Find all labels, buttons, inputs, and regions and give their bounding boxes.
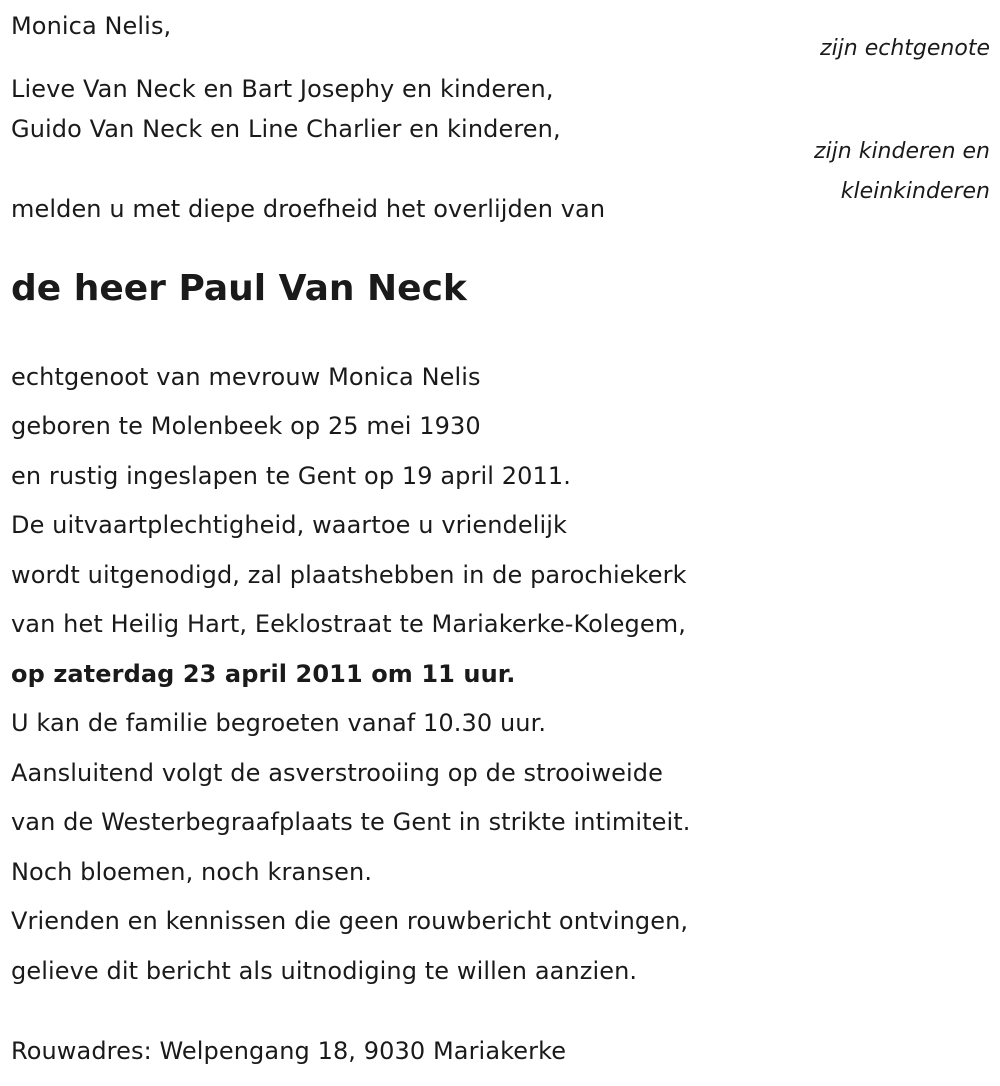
body-line-11: Noch bloemen, noch kransen. [11,858,373,886]
body-line-9: Aansluitend volgt de asverstrooiing op de strooiweide [11,759,663,787]
children-role-line-2: kleinkinderen [840,179,990,204]
body-line-3: en rustig ingeslapen te Gent op 19 april 2011. [11,462,571,490]
body-line-1: echtgenoot van mevrouw Monica Nelis [11,363,481,391]
announcement-line: melden u met diepe droefheid het overlijden van [11,195,606,223]
child-line-2: Guido Van Neck en Line Charlier en kinderen, [11,115,561,143]
body-line-13: gelieve dit bericht als uitnodiging te willen aanzien. [11,957,638,985]
mourning-address: Rouwadres: Welpengang 18, 9030 Mariakerke [11,1037,567,1065]
body-line-6: van het Heilig Hart, Eeklostraat te Mariakerke-Kolegem, [11,610,686,638]
body-line-10: van de Westerbegraafplaats te Gent in strikte intimiteit. [11,808,691,836]
ceremony-date-line: op zaterdag 23 april 2011 om 11 uur. [11,660,516,688]
body-line-4: De uitvaartplechtigheid, waartoe u vriendelijk [11,511,568,539]
body-line-8: U kan de familie begroeten vanaf 10.30 uur. [11,709,547,737]
deceased-name: de heer Paul Van Neck [11,268,467,309]
child-line-1: Lieve Van Neck en Bart Josephy en kinderen, [11,75,554,103]
spouse-name: Monica Nelis, [11,12,172,40]
body-line-12: Vrienden en kennissen die geen rouwbericht ontvingen, [11,907,689,935]
children-role-line-1: zijn kinderen en [814,139,990,164]
body-line-5: wordt uitgenodigd, zal plaatshebben in de parochiekerk [11,561,687,589]
body-line-2: geboren te Molenbeek op 25 mei 1930 [11,412,481,440]
spouse-role: zijn echtgenote [820,36,990,61]
